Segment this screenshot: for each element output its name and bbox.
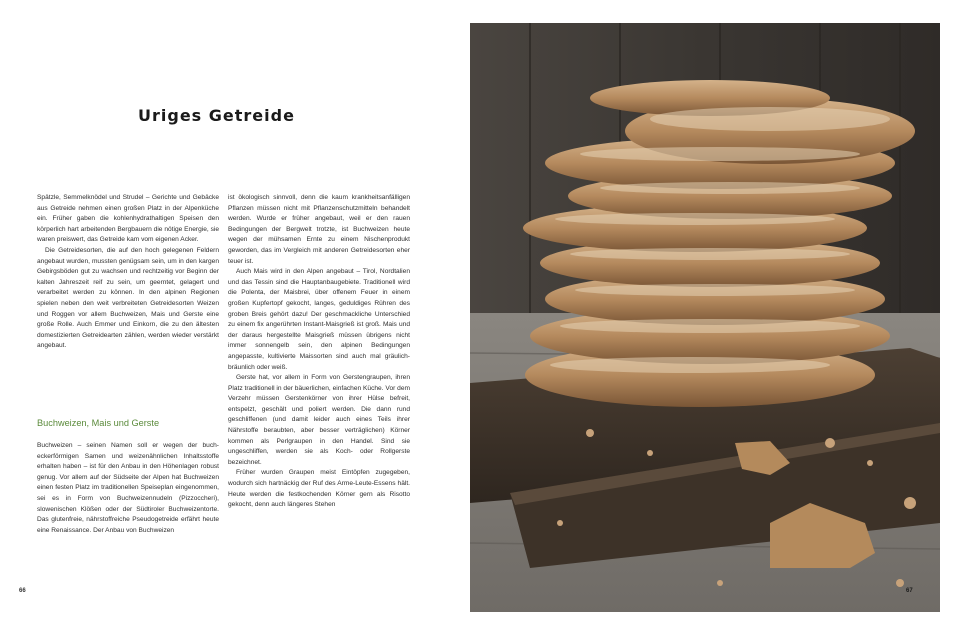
- text-column-1-continued: [37, 441, 219, 536]
- left-page: [0, 0, 470, 639]
- paragraph: Auch Mais wird in den Alpen angebaut – Tirol, Nordtalien und das Tessin sind die Hauptanbaugebiete. Traditionell wird die Polenta, der Maisbrei, über offenem Feuer in einem großen Kupfertopf gekocht, langes, geduldiges Rühren des groben Breis gehört dazu! Der geschmackliche Unterschied zu einem fix angerührten Instant-Maisgrieß ist groß. Mais und der daraus hergestellte Maisgrieß müssen übrigens nicht immer sonnengelb sein, den alpinen Bedingungen angepasste, kultivierte Maissorten sind auch mal gräulich-bräunlich oder weiß.: [228, 268, 410, 371]
- page-number-right: 67: [906, 588, 913, 594]
- paragraph: Gerste hat, vor allem in Form von Gerstengraupen, ihren Platz traditionell in der bäuerlichen, einfachen Küche. Vor dem Verzehr müssen Gerstenkörner von ihrer Hülse befreit, entspelzt, geschält und poliert werden. Die dann rund geschliffenen (und damit leider auch eines Teils ihrer Nährstoffe beraubten, aber besser verträglichen) Körner kommen als Perlgraupen in den Handel. Sind sie ungeschliffen, werden sie als Koch- oder Rollgerste bezeichnet.: [228, 374, 410, 466]
- text-column-2: [228, 193, 410, 511]
- crispbread-photo: [470, 23, 940, 612]
- paragraph: ist ökologisch sinnvoll, denn die kaum krankheitsanfälligen Pflanzen müssen nicht mit Pflanzenschutzmitteln behandelt werden. Wurde er früher angebaut, weil er den rauen Bedingungen der Bergwelt trotzte, ist Buchweizen heute wegen der mühsamen Ernte zu einem Nischenprodukt geworden, das im Vergleich mit anderen Getreidesorten eher teuer ist.: [228, 194, 410, 265]
- paragraph: Die Getreidesorten, die auf den hoch gelegenen Feldern angebaut wurden, mussten genügsam sein, um in den kargen Gebirgsböden gut zu wachsen und rechtzeitig vor Beginn der kalten Jahreszeit reif zu sein, um geerntet, gelagert und verarbeitet werden zu können. In den alpinen Regionen spielen neben den weit verbreiteten Getreidesorten Weizen und Roggen vor allem Buchweizen, Mais und Gerste eine große Rolle. Auch Emmer und Einkorn, die zu den ältesten domestizierten Getreidearten zählen, werden wieder verstärkt angebaut.: [37, 246, 219, 350]
- text-column-1: [37, 193, 219, 352]
- page-number-left: 66: [19, 588, 26, 594]
- section-heading: Buchweizen, Mais und Gerste: [37, 418, 160, 428]
- paragraph: Buchweizen – seinen Namen soll er wegen der bucheckerförmigen Samen und weizenähnlichen Inhaltsstoffe erhalten haben – ist für den Anbau in den Höhenlagen robust genug. Vor allem auf der Südseite der Alpen hat Buchweizen einen festen Platz im traditionellen Speiseplan eingenommen, sei es in Form von Buchweizennudeln (Pizzoccheri), slowenischen Klößen oder der Südtiroler Buchweizentorte. Das glutenfreie, nährstoffreiche Pseudogetreide erfährt heute eine Renaissance. Der Anbau von Buchweizen: [37, 442, 219, 534]
- page-title: Uriges Getreide: [138, 106, 295, 125]
- paragraph: Früher wurden Graupen meist Eintöpfen zugegeben, wodurch sich hartnäckig der Ruf des Arme-Leute-Essens hält. Heute werden die festkochenden Körner gern als Risotto gekocht, denn auch längeres Stehen: [228, 469, 410, 509]
- paragraph: Spätzle, Semmelknödel und Strudel – Gerichte und Gebäcke aus Getreide nehmen einen großen Platz in der Alpenküche ein. Früher gaben die kohlenhydrathaltigen Speisen den körperlich hart arbeitenden Bergbauern die nötige Energie, sie waren preiswert, das Getreide kam vom eigenen Acker.: [37, 194, 219, 244]
